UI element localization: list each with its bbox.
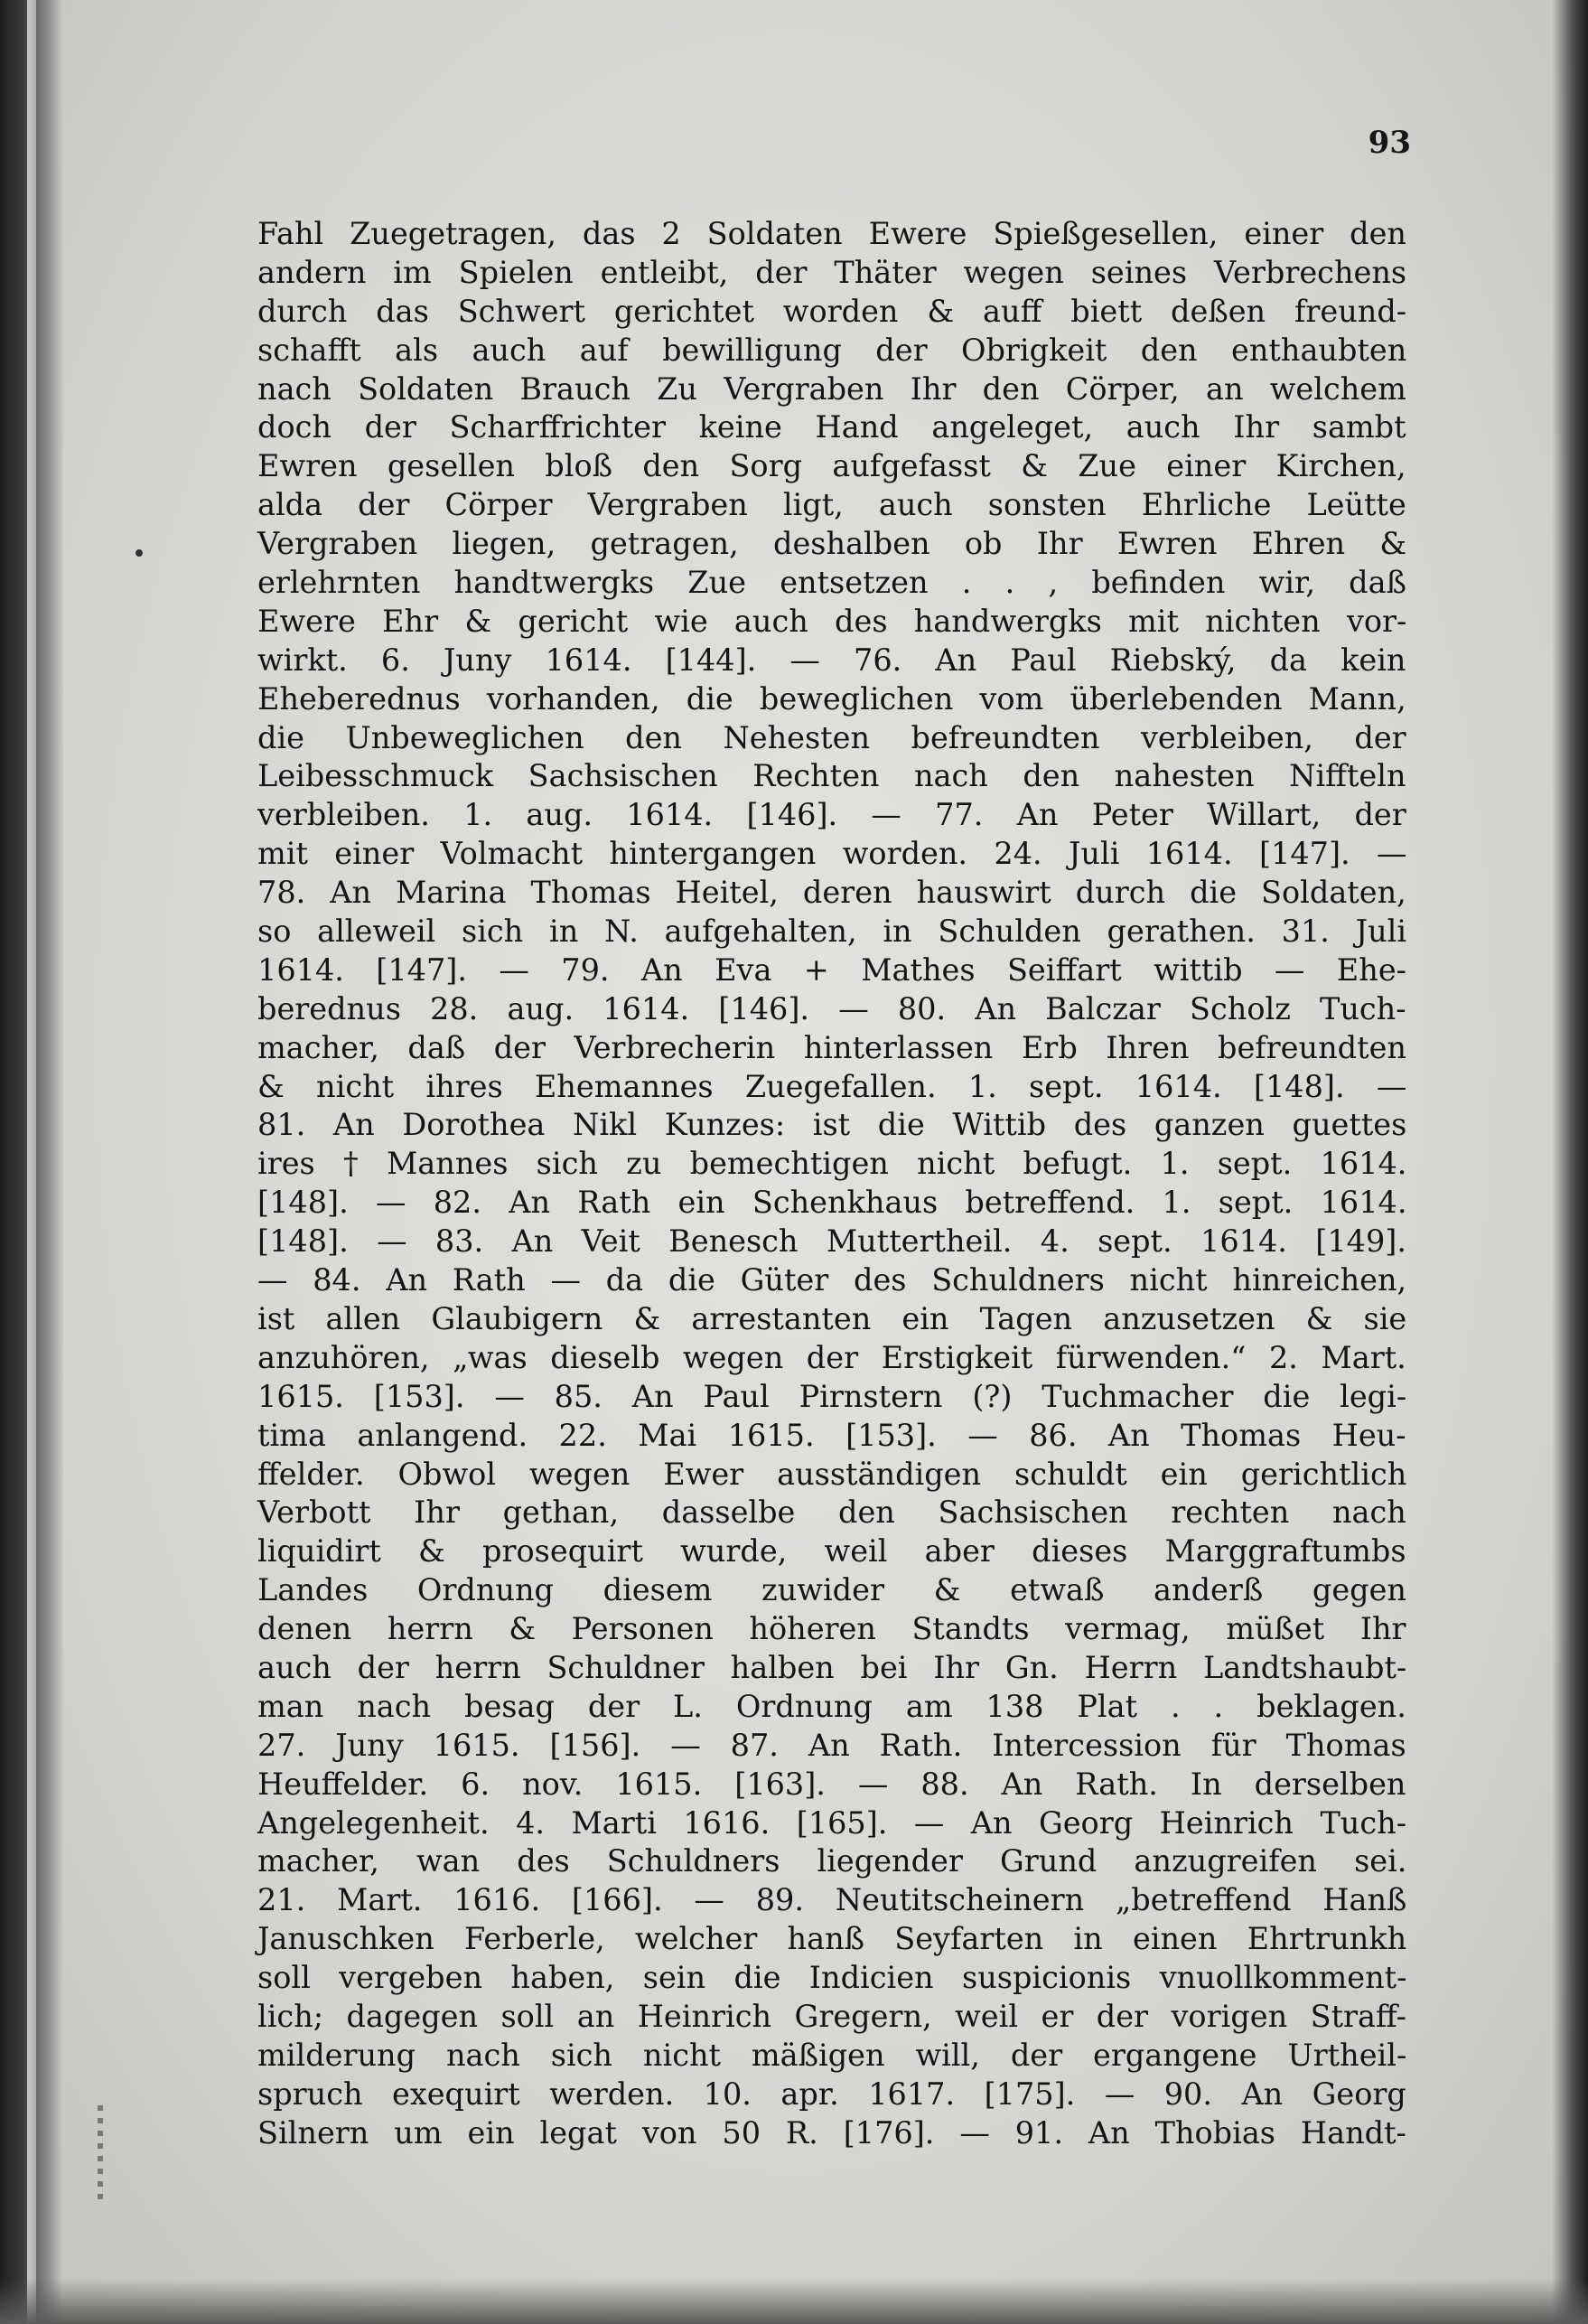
text-line: Silnern um ein legat von 50 R. [176]. — 91. An Thobias Handt- (257, 2114, 1406, 2151)
text-line: ffelder. Obwol wegen Ewer ausständigen schuldt ein gerichtlich (257, 1456, 1407, 1492)
text-line: schafft als auch auf bewilligung der Obrigkeit den enthaubten (257, 332, 1407, 368)
text-line: andern im Spielen entleibt, der Thäter wegen seines Verbrechens (257, 254, 1407, 290)
text-line: macher, daß der Verbrecherin hinterlassen Erb Ihren befreundten (257, 1029, 1406, 1065)
text-line: liquidirt & prosequirt wurde, weil aber dieses Marggraftumbs (257, 1533, 1406, 1570)
text-line: — 84. An Rath — da die Güter des Schuldners nicht hinreichen, (257, 1262, 1407, 1298)
text-line: auch der herrn Schuldner halben bei Ihr Gn. Herrn Landtshaubt- (257, 1649, 1407, 1685)
text-line: Eheberednus vorhanden, die beweglichen vom überlebenden Mann, (257, 680, 1406, 717)
text-line: nach Soldaten Brauch Zu Vergraben Ihr den Cörper, an welchem (257, 370, 1406, 407)
text-line: lich; dagegen soll an Heinrich Gregern, weil er der vorigen Straff- (257, 1998, 1406, 2034)
text-line: Landes Ordnung diesem zuwider & etwaß anderß gegen (257, 1572, 1407, 1608)
text-line: 21. Mart. 1616. [166]. — 89. Neutitscheinern „betreffend Hanß (257, 1882, 1407, 1918)
text-line: denen herrn & Personen höheren Standts vermag, müßet Ihr (257, 1611, 1406, 1647)
text-line: 81. An Dorothea Nikl Kunzes: ist die Wittib des ganzen guettes (257, 1107, 1407, 1143)
text-line: ist allen Glaubigern & arrestanten ein Tagen anzusetzen & sie (257, 1300, 1407, 1336)
text-line: berednus 28. aug. 1614. [146]. — 80. An Balczar Scholz Tuch- (257, 990, 1406, 1026)
page-bottom-shadow (0, 2279, 1588, 2324)
text-line: [148]. — 83. An Veit Benesch Muttertheil. 4. sept. 1614. [149]. (257, 1223, 1406, 1260)
text-line: [148]. — 82. An Rath ein Schenkhaus betreffend. 1. sept. 1614. (257, 1185, 1407, 1221)
text-line: 1615. [153]. — 85. An Paul Pirnstern (?) Tuchmacher die legi- (257, 1378, 1407, 1414)
binding-highlight (27, 0, 36, 2324)
text-line: Ewren gesellen bloß den Sorg aufgefasst & Zue einer Kirchen, (257, 448, 1406, 484)
text-line: erlehrnten handtwergks Zue entsetzen . . , befinden wir, daß (257, 565, 1406, 601)
text-line: spruch exequirt werden. 10. apr. 1617. [175]. — 90. An Georg (257, 2076, 1406, 2112)
page-edge-shadow (1552, 0, 1588, 2324)
text-line: macher, wan des Schuldners liegender Grund anzugreifen sei. (257, 1843, 1407, 1879)
text-line: & nicht ihres Ehemannes Zuegefallen. 1. sept. 1614. [148]. — (257, 1068, 1407, 1104)
text-line: Heuffelder. 6. nov. 1615. [163]. — 88. An Rath. In derselben (257, 1766, 1406, 1802)
page-number: 93 (1368, 125, 1411, 161)
text-line: anzuhören, „was dieselb wegen der Erstigkeit fürwenden.“ 2. Mart. (257, 1339, 1406, 1375)
text-line: die Unbeweglichen den Nehesten befreundten verbleiben, der (257, 719, 1406, 755)
text-line: wirkt. 6. Juny 1614. [144]. — 76. An Paul Riebský, da kein (257, 642, 1406, 678)
text-line: mit einer Volmacht hintergangen worden. 24. Juli 1614. [147]. — (257, 836, 1407, 872)
margin-mark (135, 549, 143, 557)
text-line: so alleweil sich in N. aufgehalten, in Schulden gerathen. 31. Juli (257, 914, 1407, 950)
body-text (257, 215, 1406, 2153)
text-line: doch der Scharffrichter keine Hand angeleget, auch Ihr sambt (257, 409, 1406, 445)
text-line: durch das Schwert gerichtet worden & auff biett deßen freund- (257, 293, 1407, 329)
text-line: alda der Cörper Vergraben ligt, auch sonsten Ehrliche Leütte (257, 487, 1406, 523)
text-line: verbleiben. 1. aug. 1614. [146]. — 77. An Peter Willart, der (257, 797, 1406, 833)
text-line: 27. Juny 1615. [156]. — 87. An Rath. Intercession für Thomas (257, 1727, 1406, 1763)
text-line: Januschken Ferberle, welcher hanß Seyfarten in einen Ehrtrunkh (257, 1921, 1407, 1957)
text-line: soll vergeben haben, sein die Indicien suspicionis vnuollkomment- (257, 1960, 1407, 1996)
text-line: Verbott Ihr gethan, dasselbe den Sachsischen rechten nach (257, 1495, 1406, 1531)
text-line: Leibesschmuck Sachsischen Rechten nach den nahesten Niffteln (257, 758, 1406, 794)
text-line: man nach besag der L. Ordnung am 138 Plat . . beklagen. (257, 1688, 1406, 1724)
text-line: Vergraben liegen, getragen, deshalben ob Ihr Ewren Ehren & (257, 526, 1407, 562)
text-line: ires † Mannes sich zu bemechtigen nicht befugt. 1. sept. 1614. (257, 1146, 1407, 1182)
text-line: 1614. [147]. — 79. An Eva + Mathes Seiffart wittib — Ehe- (257, 951, 1406, 988)
text-line: milderung nach sich nicht mäßigen will, der ergangene Urtheil- (257, 2037, 1407, 2073)
text-line: Angelegenheit. 4. Marti 1616. [165]. — An Georg Heinrich Tuch- (257, 1804, 1407, 1841)
text-line: tima anlangend. 22. Mai 1615. [153]. — 86. An Thomas Heu- (257, 1417, 1406, 1453)
text-line: 78. An Marina Thomas Heitel, deren hauswirt durch die Soldaten, (257, 875, 1406, 911)
text-line: Fahl Zuegetragen, das 2 Soldaten Ewere Spießgesellen, einer den (257, 216, 1407, 251)
text-line: Ewere Ehr & gericht wie auch des handwergks mit nichten vor- (257, 603, 1407, 639)
margin-scratch (98, 2105, 103, 2205)
